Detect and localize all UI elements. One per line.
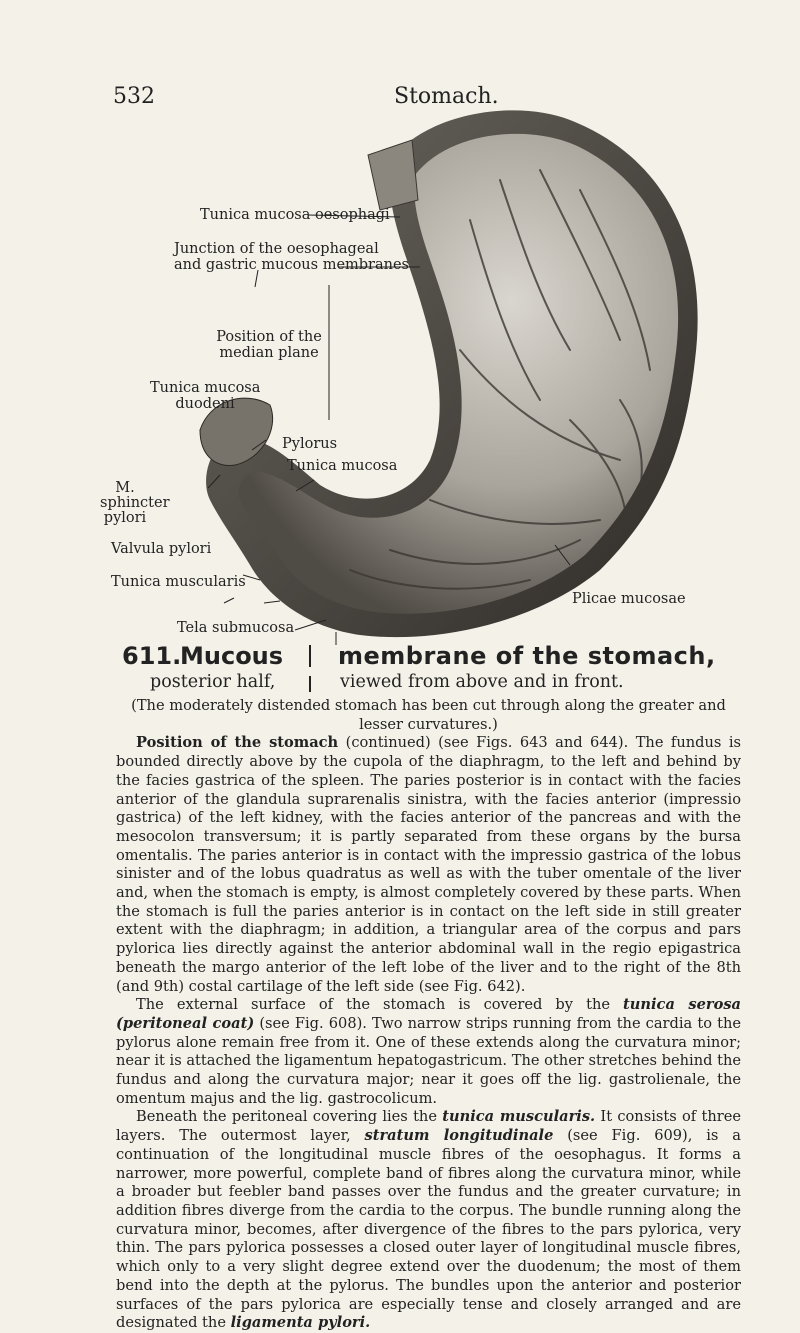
label-duodeni-line2: duodeni [175, 396, 235, 412]
running-head: Stomach. [394, 84, 499, 109]
label-median-line1: Position of the [216, 329, 322, 345]
stomach-drawing [100, 100, 720, 645]
label-median-line2: median plane [219, 345, 319, 361]
paragraph-position: Position of the stomach (continued) (see Figs. 643 and 644). The fundus is bounded directly above by the cupola of the diaphragm, to the left and behind by the facies gastrica of the spleen. The paries posterior is in contact with the facies anterior of the glandula suprarenalis sinistra, with the facies anterior (impressio gastrica) of the left kidney, with the facies anterior of the pancreas and with the mesocolon transversum; it is partly separated from these organs by the bursa omentalis. The paries anterior is in contact with the impressio gastrica of the lobus sinister and of the lobus quadratus as well as with the tuber omentale of the liver and, when the stomach is empty, is almost completely covered by these parts. When the stomach is full the paries anterior is in contact on the left side in still greater extent with the diaphragm; in addition, a triangular area of the corpus and pars pylorica lies directly against the anterior abdominal wall in the regio epigastrica beneath the margo anterior of the left lobe of the liver and to the right of the 8th (and 9th) costal cartilage of the left side (see Fig. 642). [116, 734, 741, 995]
body-text [116, 697, 741, 1333]
paragraph-muscularis: Beneath the peritoneal covering lies the tunica muscularis. It consists of three layers. The outermost layer, stratum longitudinale (see Fig. 609), is a continuation of the longitudinal muscle fibres of the oesophagus. It forms a narrower, more powerful, complete band of fibres along the curvatura minor, while a broader but feebler band passes over the fundus and the greater curvature; in addition fibres diverge from the cardia to the corpus. The bundle running along the curvatura minor, becomes, after divergence of the fibres to the pars pylorica, very thin. The pars pylorica possesses a closed outer layer of longitudinal muscle fibres, which only to a very slight degree extend over the duodenum; the most of them bend into the depth at the pylorus. The bundles upon the anterior and posterior surfaces of the pars pylorica are especially tense and closely arranged and are designated the ligamenta pylori. [116, 1108, 741, 1332]
label-duodeni-line1: Tunica mucosa [150, 380, 261, 396]
label-plicae-mucosae: Plicae mucosae [572, 591, 686, 607]
caption-left-subtitle: posterior half, [150, 672, 276, 692]
label-sphincter-line1: M. [115, 480, 135, 496]
page-number: 532 [113, 84, 155, 109]
term-ligamenta-pylori: ligamenta pylori. [230, 1314, 371, 1332]
label-tunica-mucosa-oesophagi: Tunica mucosa oesophagi [200, 207, 390, 223]
caption-divider-top [309, 645, 311, 667]
caption-figure-number: 611. [122, 642, 182, 670]
paragraph-serosa: The external surface of the stomach is covered by the tunica serosa (peritoneal coat) (see Fig. 608). Two narrow strips running from the cardia to the pylorus alone remain free from it. One of these extends along the curvatura minor; near it is attached the ligamentum hepatogastricum. The other stretches behind the fundus and along the curvatura major; near it goes off the lig. gastrolienale, the omentum majus and the lig. gastrocolicum. [116, 996, 741, 1107]
caption-right-subtitle: viewed from above and in front. [340, 672, 624, 692]
term-tunica-muscularis: tunica muscularis. [442, 1108, 596, 1126]
label-sphincter-line3: pylori [103, 510, 147, 526]
figure-note: (The moderately distended stomach has been cut through along the greater and lesser curvatures.) [131, 697, 726, 733]
label-valvula-pylori: Valvula pylori [111, 541, 212, 557]
label-junction-line2: and gastric mucous membranes [174, 257, 409, 273]
term-tunica-serosa: tunica serosa (peritoneal coat) [116, 996, 741, 1032]
caption-divider-bottom [309, 676, 311, 692]
label-pylorus: Pylorus [282, 436, 338, 452]
caption-left-title: Mucous [180, 642, 284, 670]
stomach-illustration [100, 100, 720, 645]
term-stratum-longitudinale: stratum longitudinale [364, 1127, 554, 1145]
label-junction-line1: Junction of the oesophageal [174, 241, 379, 257]
label-sphincter-line2: sphincter [100, 495, 170, 511]
paragraph-heading: Position of the stomach [136, 734, 339, 752]
caption-right-title: membrane of the stomach, [338, 642, 716, 670]
label-tunica-muscularis: Tunica muscularis [111, 574, 246, 590]
label-tela-submucosa: Tela submucosa [177, 620, 295, 636]
label-tunica-mucosa: Tunica mucosa [287, 458, 398, 474]
figure-caption [122, 642, 722, 694]
